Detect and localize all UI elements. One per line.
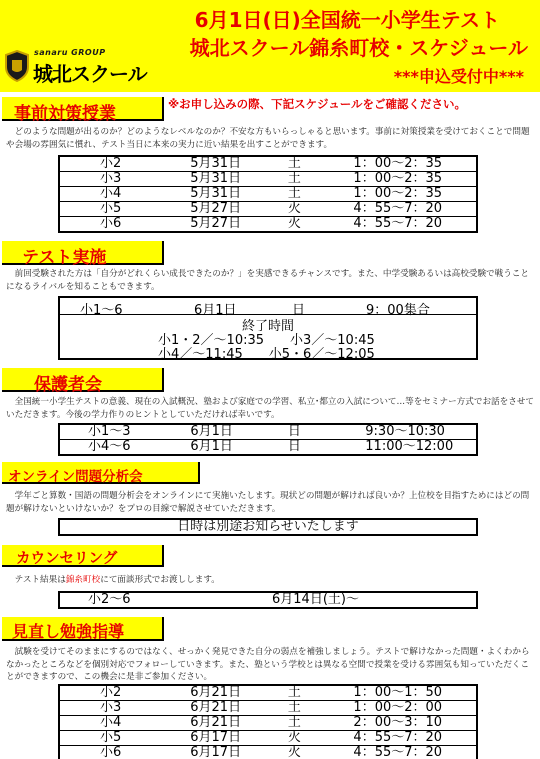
cell-day: 日 xyxy=(268,424,339,440)
logo-school-name: 城北スクール xyxy=(33,62,147,86)
cell-date: 5月27日 xyxy=(178,202,268,217)
test-description: 前回受験された方は「自分がどれくらい成長できたのか？」を実感できるチャンスです。また、中学受験あるいは高校受験で戦うことになるライバルを知ることもできます。 xyxy=(6,269,530,292)
online-description: 学年ごと算数・国語の問題分析会をオンラインにて実施いたします。現状どの問題が解ければ良いか？上位校を目指すためにはどの問題が解けないといけないか？をプロの目線で解説させていただきます。 xyxy=(6,491,530,514)
cell-grade: 小5 xyxy=(59,731,178,746)
table-row xyxy=(59,156,477,172)
table-row xyxy=(59,217,477,233)
cell-day: 土 xyxy=(268,187,340,202)
page-title: 6月1日(日)全国統一小学生テスト xyxy=(194,8,500,32)
test-day: 日 xyxy=(292,303,306,318)
cell-time: 1：00～1：50 xyxy=(339,685,477,701)
test-grade: 小1～6 xyxy=(80,303,123,318)
cell-grade: 小4 xyxy=(59,187,178,202)
cell-grade: 小6 xyxy=(100,216,122,231)
cell-date: 6月21日 xyxy=(178,685,268,701)
parents-description: 全国統一小学生テストの意義、現在の入試概況、塾および家庭での学習、私立･都立の入試について…等をセミナー方式でお話をさせていただきます。今後の学力作りのヒントとしていただければ幸いです。 xyxy=(6,397,535,420)
cell-date: 6月1日 xyxy=(178,424,268,440)
logo-group-text: sanaru GROUP xyxy=(34,48,106,57)
cell-time: 4：55～7：20 xyxy=(353,745,443,759)
cell-time: 1：00～2：00 xyxy=(339,701,477,716)
counsel-schedule-box xyxy=(58,591,478,609)
prep-description: どのような問題が出るのか？どのようなレベルなのか？不安な方もいらっしゃると思います。事前に対策授業を受けておくことで問題や会場の雰囲気に慣れ、テスト当日に本来の実力に近い結果を出すことができます。 xyxy=(6,127,530,150)
online-schedule-box xyxy=(58,518,478,536)
cell-day: 火 xyxy=(268,731,340,746)
counsel-description: テスト結果は錦糸町校にて面談形式でお渡しします。 xyxy=(6,575,220,585)
cell-date: 5月31日 xyxy=(178,187,268,202)
review-schedule-table xyxy=(58,684,478,759)
cell-date: 5月27日 xyxy=(190,216,242,231)
cell-day: 火 xyxy=(287,745,301,759)
cell-date: 6月17日 xyxy=(178,731,268,746)
cell-time: 1：00～2：35 xyxy=(339,156,477,172)
cell-time: 11:00～12:00 xyxy=(365,439,454,454)
cell-day: 土 xyxy=(268,701,340,716)
cell-date: 6月21日 xyxy=(178,701,268,716)
parents-schedule-table xyxy=(58,423,478,456)
header-banner xyxy=(0,0,540,92)
cell-date: 6月21日 xyxy=(178,716,268,731)
review-description: 試験を受けてそのままにするのではなく、せっかく発見できた自分の弱点を補強しましょう。テストで解けなかった問題・よくわからなかったところなどを個別対応でフォローしていきます。また、塾という学校とは異なる空間で授業を受ける雰囲気も知っていただくことができますので、この機会に是非ご参加ください。 xyxy=(6,647,530,682)
table-row xyxy=(59,701,477,716)
cell-day: 土 xyxy=(268,685,340,701)
table-row xyxy=(59,746,477,759)
cell-time: 4：55～7：20 xyxy=(353,216,443,231)
page-subtitle: 城北スクール錦糸町校・スケジュール xyxy=(189,36,528,60)
cell-date: 6月1日 xyxy=(190,439,233,454)
cell-grade: 小3 xyxy=(59,172,178,187)
cell-grade: 小4～6 xyxy=(88,439,131,454)
cell-day: 火 xyxy=(287,216,301,231)
test-time: 9：00集合 xyxy=(366,303,430,318)
cell-time: 1：00～2：35 xyxy=(339,172,477,187)
cell-grade: 小5 xyxy=(59,202,178,217)
section-label-prep: 事前対策授業 xyxy=(2,97,164,121)
end-time-line1: 小1・2／～10:35 小3／～10:45 xyxy=(158,333,375,348)
cell-time: 4：55～7：20 xyxy=(339,731,477,746)
section-label-online: オンライン問題分析会 xyxy=(2,462,200,484)
cell-day: 土 xyxy=(268,156,340,172)
section-label-review: 見直し勉強指導 xyxy=(2,617,164,641)
table-row xyxy=(59,424,477,440)
cell-time: 1：00～2：35 xyxy=(339,187,477,202)
cell-date: 5月31日 xyxy=(178,156,268,172)
test-date: 6月1日 xyxy=(194,303,237,318)
cell-day: 土 xyxy=(268,172,340,187)
section-label-test: テスト実施 xyxy=(2,241,164,265)
cell-grade: 小2 xyxy=(59,156,178,172)
table-row xyxy=(59,187,477,202)
table-row xyxy=(59,172,477,187)
table-row xyxy=(59,440,477,456)
cell-grade: 小4 xyxy=(59,716,178,731)
end-time-line2: 小4／～11:45 小5・6／～12:05 xyxy=(158,347,375,362)
counsel-location: 錦糸町校 xyxy=(65,575,101,585)
cell-grade: 小6 xyxy=(100,745,122,759)
online-box-text: 日時は別途お知らせいたします xyxy=(177,519,359,534)
end-time-title: 終了時間 xyxy=(241,319,294,334)
prep-schedule-table xyxy=(58,155,478,233)
table-row xyxy=(59,716,477,731)
table-row xyxy=(59,685,477,701)
logo xyxy=(4,48,164,88)
cell-day: 日 xyxy=(287,439,301,454)
test-schedule-box xyxy=(58,296,478,360)
cell-grade: 小1～3 xyxy=(59,424,178,440)
cell-day: 土 xyxy=(268,716,340,731)
notice-text: ※お申し込みの際、下記スケジュールをご確認ください。 xyxy=(168,97,466,111)
cell-date: 6月17日 xyxy=(190,745,242,759)
cell-day: 火 xyxy=(268,202,340,217)
section-label-parents: 保護者会 xyxy=(2,368,164,392)
table-row xyxy=(59,731,477,746)
school-emblem-icon xyxy=(4,50,30,82)
counsel-date: 6月14日(土)～ xyxy=(272,592,359,607)
section-label-counsel: カウンセリング xyxy=(2,545,164,567)
cell-time: 2：00～3：10 xyxy=(339,716,477,731)
cell-time: 9:30～10:30 xyxy=(339,424,477,440)
cell-grade: 小2 xyxy=(59,685,178,701)
cell-grade: 小3 xyxy=(59,701,178,716)
cell-date: 5月31日 xyxy=(178,172,268,187)
accepting-badge: ***申込受付中*** xyxy=(393,67,524,86)
counsel-grade: 小2～6 xyxy=(88,592,131,607)
table-row xyxy=(59,202,477,217)
cell-time: 4：55～7：20 xyxy=(339,202,477,217)
